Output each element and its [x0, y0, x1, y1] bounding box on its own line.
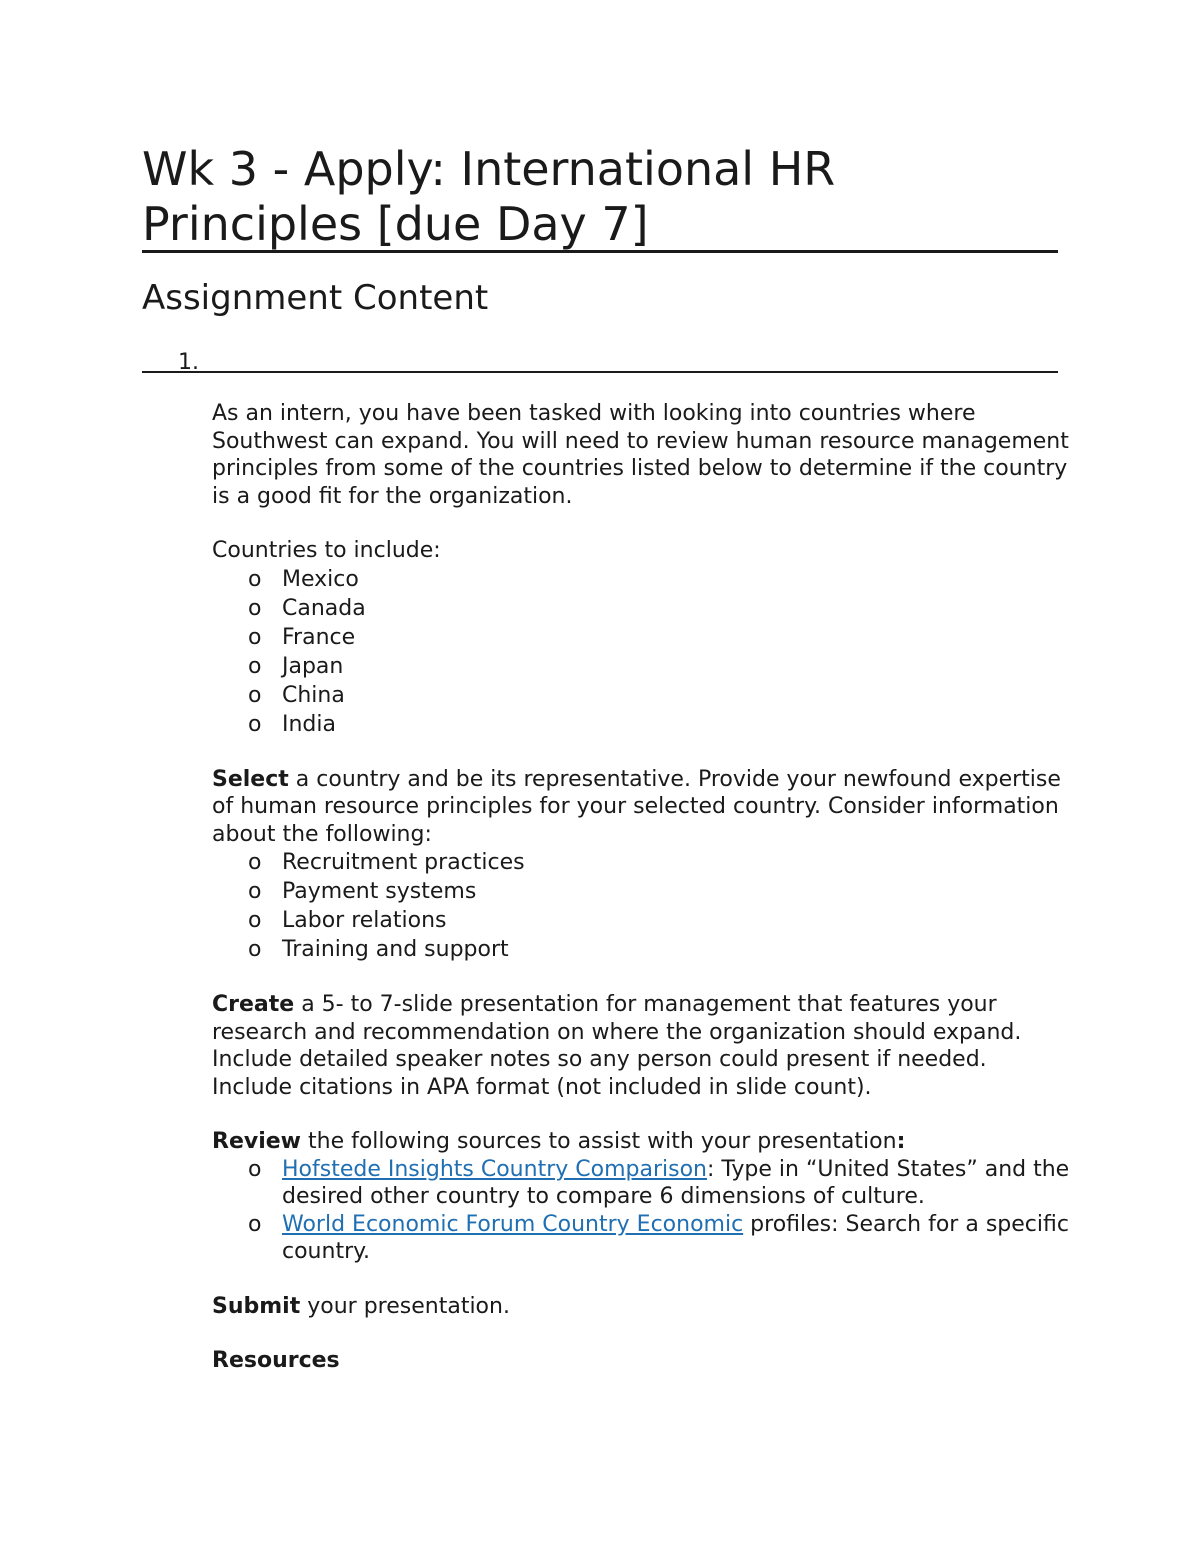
bullet-marker: o [248, 682, 262, 708]
title-divider [142, 250, 1058, 253]
list-item: o Payment systems [248, 879, 477, 904]
create-paragraph: Create a 5- to 7-slide presentation for management that features your research and recommendation on where the organization should expand. Include detailed speaker notes so any person could present if needed. Include citations in APA format (not included in slide count). [212, 992, 1022, 1100]
bullet-marker: o [248, 566, 262, 592]
list-item: o Training and support [248, 937, 509, 962]
bullet-marker: o [248, 937, 262, 962]
list-item: o Canada [248, 595, 366, 621]
bullet-marker: o [248, 908, 262, 933]
list-item: o China [248, 682, 345, 708]
page-title: Wk 3 - Apply: International HR Principles [due Day 7] [142, 142, 836, 251]
list-item: o India [248, 711, 336, 737]
submit-paragraph: Submit your presentation. [212, 1293, 510, 1319]
list-item: o Recruitment practices [248, 850, 525, 875]
bullet-marker: o [248, 1211, 262, 1237]
review-paragraph: Review the following sources to assist with your presentation: [212, 1129, 906, 1154]
countries-label: Countries to include: [212, 538, 441, 563]
bullet-marker: o [248, 711, 262, 737]
item-divider [142, 371, 1058, 373]
list-number: 1. [178, 350, 199, 375]
list-item: o Labor relations [248, 908, 447, 933]
list-item: o Japan [248, 653, 344, 679]
wef-link[interactable]: World Economic Forum Country Economic [282, 1211, 744, 1237]
assignment-body [212, 400, 1072, 1375]
list-item: o Hofstede Insights Country Comparison: Type in “United States” and the desired other country to compare 6 dimensions of culture. [248, 1156, 1070, 1209]
intro-paragraph: As an intern, you have been tasked with looking into countries where Southwest can expand. You will need to review human resource management principles from some of the countries listed below to determine if the country is a good fit for the organization. [212, 401, 1069, 509]
bullet-marker: o [248, 595, 262, 621]
list-item: o France [248, 624, 356, 650]
sources-list [212, 1156, 1072, 1266]
bullet-marker: o [248, 653, 262, 679]
countries-list [212, 565, 1072, 739]
resources-heading: Resources [212, 1348, 340, 1373]
list-item: o World Economic Forum Country Economic profiles: Search for a specific country. [248, 1211, 1069, 1264]
bullet-marker: o [248, 850, 262, 875]
hofstede-link[interactable]: Hofstede Insights Country Comparison [282, 1156, 707, 1182]
list-item: o Mexico [248, 566, 359, 592]
topics-list [212, 848, 1072, 964]
bullet-marker: o [248, 1156, 262, 1182]
section-heading: Assignment Content [142, 278, 489, 318]
bullet-marker: o [248, 879, 262, 904]
select-paragraph: Select a country and be its representative. Provide your newfound expertise of human resource principles for your selected country. Consider information about the following: [212, 766, 1061, 847]
bullet-marker: o [248, 624, 262, 650]
